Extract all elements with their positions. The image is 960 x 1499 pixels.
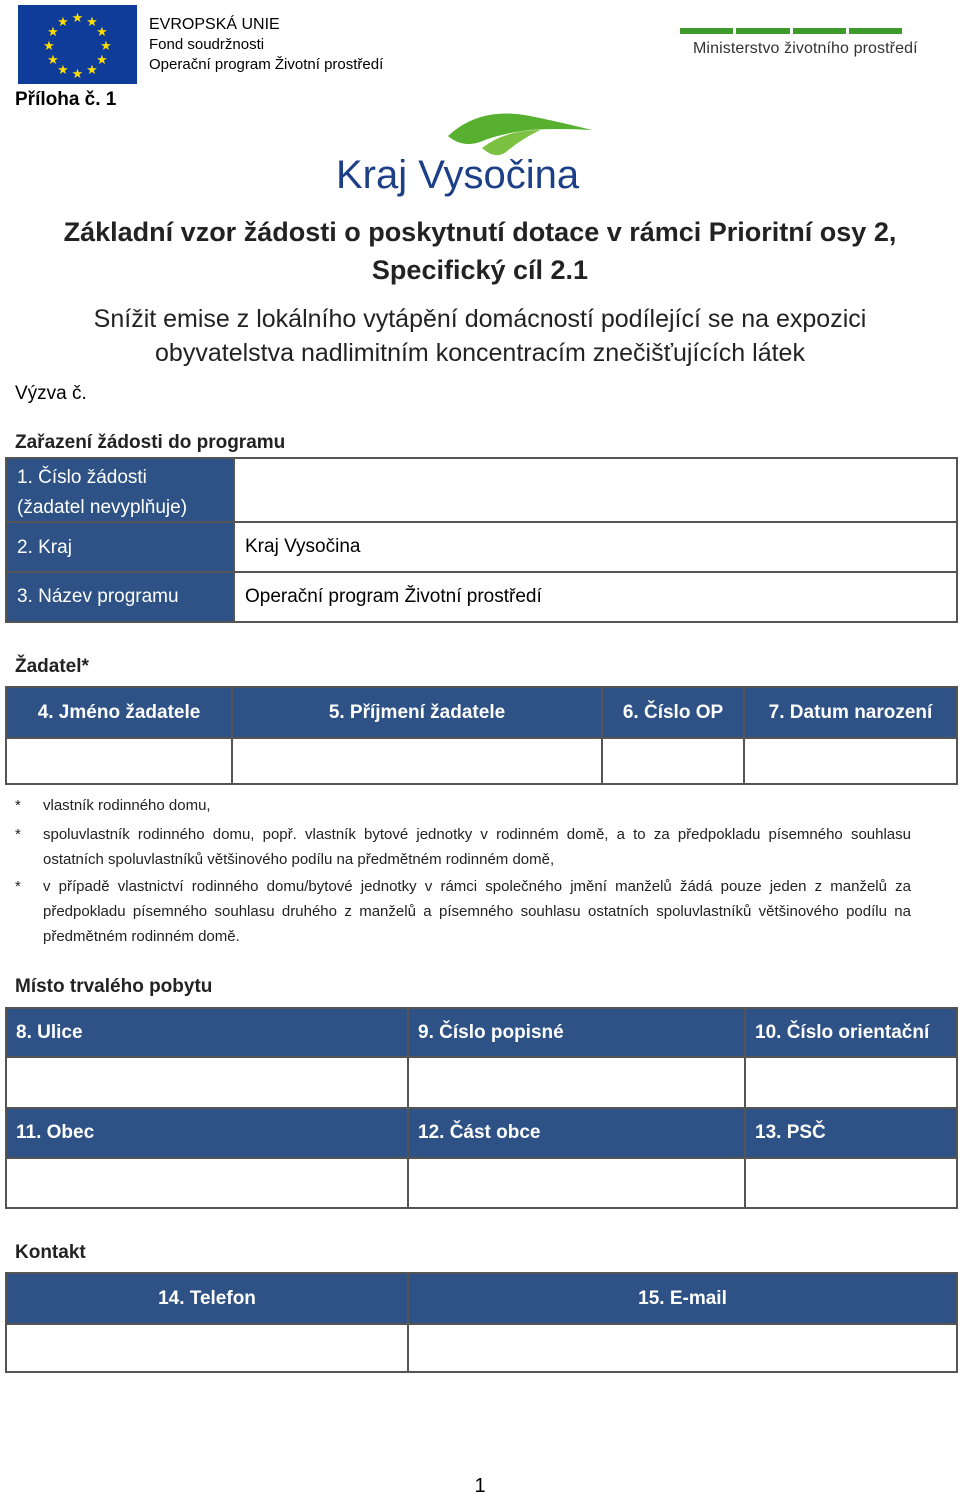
postal-code-header: 13. PSČ: [746, 1109, 956, 1159]
street-header: 8. Ulice: [7, 1009, 409, 1058]
note-star: *: [15, 826, 21, 843]
first-name-header: 4. Jméno žadatele: [7, 688, 233, 739]
note-text: v případě vlastnictví rodinného domu/bytové jednotky v rámci společného jmění manželů žádá pouze jeden z manželů za předpokladu písemného souhlasu druhého z manželů a písemného souhlasu ostatních spoluvlastníků většinového podílu na předmětném rodinném domě.: [43, 878, 911, 945]
subtitle-line-1: Snížit emise z lokálního vytápění domácností podílející se na expozici: [93, 305, 867, 333]
region-field[interactable]: Kraj Vysočina: [233, 523, 956, 571]
program-table: [5, 457, 958, 623]
eu-line-1: EVROPSKÁ UNIE: [149, 16, 280, 33]
residence-section-heading: Místo trvalého pobytu: [15, 976, 213, 997]
street-field[interactable]: [7, 1058, 409, 1109]
residence-table: [5, 1007, 958, 1209]
contact-table: [5, 1272, 958, 1373]
svg-text:★: ★: [86, 15, 98, 30]
program-row-program-name: [7, 573, 956, 621]
municipality-part-field[interactable]: [409, 1159, 746, 1207]
annex-label: Příloha č. 1: [15, 89, 117, 110]
contact-section-heading: Kontakt: [15, 1242, 86, 1263]
phone-header: 14. Telefon: [7, 1274, 409, 1325]
id-card-field[interactable]: [603, 739, 745, 783]
svg-text:★: ★: [86, 63, 98, 78]
phone-field[interactable]: [7, 1325, 409, 1371]
last-name-header: 5. Příjmení žadatele: [233, 688, 603, 739]
birth-date-field[interactable]: [745, 739, 956, 783]
page-subtitle: [20, 302, 940, 370]
kraj-logo-text: Kraj Vysočina: [336, 153, 580, 197]
request-number-label: [7, 459, 233, 521]
program-row-region: [7, 523, 956, 573]
svg-text:★: ★: [71, 11, 84, 26]
ministry-logo-bars: [680, 28, 902, 34]
orientation-number-field[interactable]: [746, 1058, 956, 1109]
subtitle-line-2: obyvatelstva nadlimitním koncentracím znečišťujících látek: [155, 339, 805, 367]
email-field[interactable]: [409, 1325, 956, 1371]
email-header: 15. E-mail: [409, 1274, 956, 1325]
svg-text:★: ★: [71, 67, 84, 82]
title-line-2: Specifický cíl 2.1: [371, 255, 589, 285]
house-number-header: 9. Číslo popisné: [409, 1009, 746, 1058]
request-number-label-line-1: 1. Číslo žádosti: [17, 467, 147, 488]
svg-text:★: ★: [96, 53, 108, 68]
applicant-section-heading: Žadatel*: [15, 656, 89, 677]
svg-text:★: ★: [57, 15, 69, 30]
page-title: [20, 213, 940, 289]
note-star: *: [15, 878, 21, 895]
municipality-header: 11. Obec: [7, 1109, 409, 1159]
svg-text:★: ★: [43, 39, 55, 54]
svg-text:★: ★: [47, 53, 59, 68]
svg-text:★: ★: [96, 25, 108, 40]
last-name-field[interactable]: [233, 739, 603, 783]
ministry-name: Ministerstvo životního prostředí: [693, 40, 918, 57]
svg-text:★: ★: [100, 39, 112, 54]
first-name-field[interactable]: [7, 739, 233, 783]
municipality-field[interactable]: [7, 1159, 409, 1207]
id-card-header: 6. Číslo OP: [603, 688, 745, 739]
page-number: 1: [474, 1475, 486, 1497]
house-number-field[interactable]: [409, 1058, 746, 1109]
kraj-vysocina-logo: [330, 108, 600, 203]
municipality-part-header: 12. Část obce: [409, 1109, 746, 1159]
applicant-table: [5, 686, 958, 785]
eu-line-3: Operační program Životní prostředí: [149, 56, 384, 73]
note-text: vlastník rodinného domu,: [43, 797, 211, 814]
eu-line-2: Fond soudržnosti: [149, 36, 265, 53]
program-name-field[interactable]: Operační program Životní prostředí: [233, 573, 956, 621]
note-co-owner: [15, 822, 945, 872]
eu-program-text: [149, 15, 383, 75]
orientation-number-header: 10. Číslo orientační: [746, 1009, 956, 1058]
birth-date-header: 7. Datum narození: [745, 688, 956, 739]
program-name-label: 3. Název programu: [7, 573, 233, 621]
title-line-1: Základní vzor žádosti o poskytnutí dotace v rámci Prioritní osy 2,: [63, 217, 897, 247]
request-number-field[interactable]: [233, 459, 956, 521]
note-star: *: [15, 797, 21, 814]
note-spouses: [15, 874, 945, 949]
note-owner: [15, 793, 945, 818]
svg-text:★: ★: [57, 63, 69, 78]
postal-code-field[interactable]: [746, 1159, 956, 1207]
program-row-request-number: [7, 459, 956, 523]
program-section-heading: Zařazení žádosti do programu: [15, 432, 286, 453]
svg-text:★: ★: [47, 25, 59, 40]
call-number-label: Výzva č.: [15, 383, 87, 404]
request-number-label-line-2: (žadatel nevyplňuje): [17, 497, 188, 518]
note-text: spoluvlastník rodinného domu, popř. vlastník bytové jednotky v rodinném domě, a to za předpokladu písemného souhlasu ostatních spoluvlastníků většinového podílu na předmětném rodinném domě,: [43, 826, 911, 868]
region-label: 2. Kraj: [7, 523, 233, 571]
eu-flag-logo: [18, 5, 137, 84]
